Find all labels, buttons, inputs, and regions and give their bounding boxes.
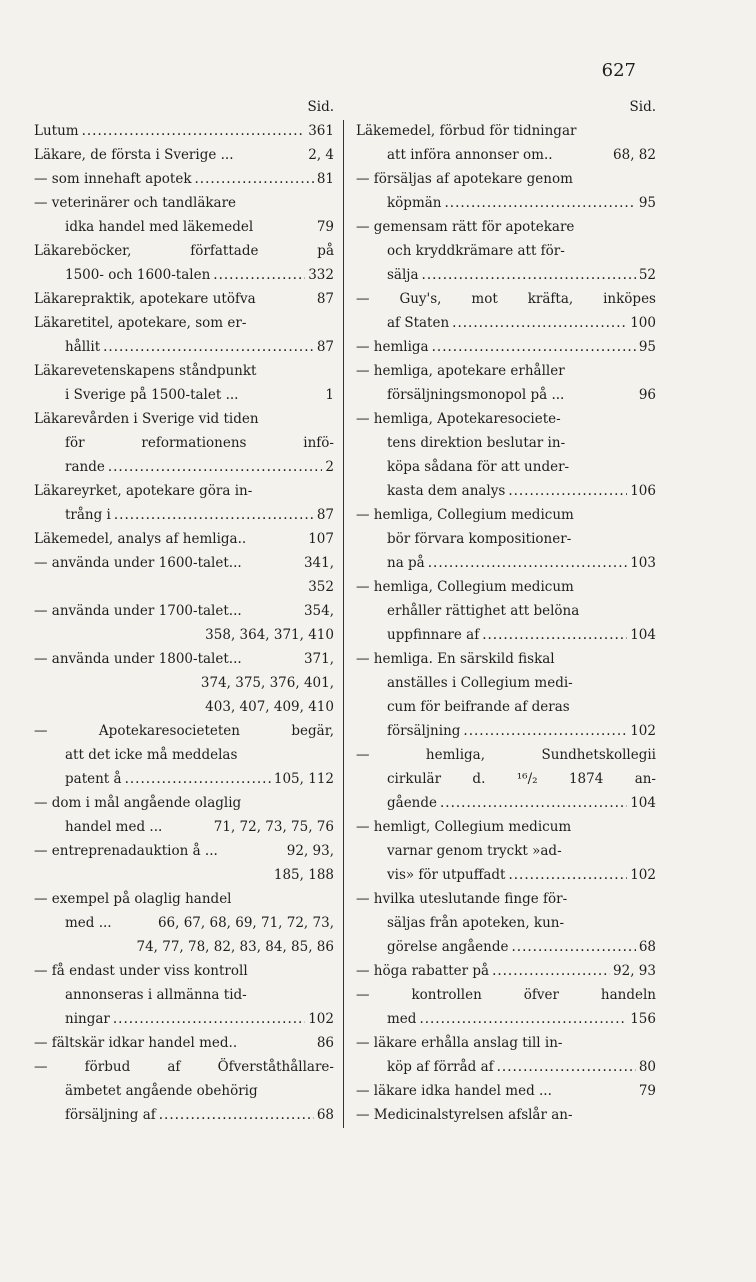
entry-text: hållit: [65, 339, 101, 355]
page-reference: 104: [630, 627, 656, 643]
entry-text: handel med ...: [65, 819, 163, 835]
index-entry: [34, 815, 334, 839]
page-reference: 81: [316, 171, 334, 187]
page-reference: 104: [630, 795, 656, 811]
index-text-line: ämbetet angående obehörig: [65, 1083, 258, 1099]
index-entry: [34, 383, 334, 407]
entry-text: gående: [387, 795, 438, 811]
entry-text: ningar: [65, 1011, 110, 1027]
page-reference: 332: [308, 267, 334, 283]
index-entry: [356, 479, 656, 503]
index-word: 1874: [568, 771, 604, 787]
entry-text: — använda under 1800-talet...: [34, 651, 242, 667]
index-word: öfver: [523, 987, 559, 1003]
entry-text: — höga rabatter på: [356, 963, 490, 979]
index-entry: [356, 335, 656, 359]
entry-text: görelse angående: [387, 939, 509, 955]
index-word: begär,: [291, 723, 334, 739]
index-word: Sundhetskollegii: [541, 747, 656, 763]
index-text-line: köpa sådana för att under-: [387, 459, 570, 475]
dot-leader: [445, 191, 636, 215]
index-text-line: — hemliga, Collegium medicum: [356, 507, 574, 523]
page-reference: 102: [630, 867, 656, 883]
index-entry: [356, 191, 656, 215]
index-word: ¹⁶/₂: [516, 771, 538, 787]
index-text-line: [356, 743, 656, 767]
index-word: kontrollen: [411, 987, 482, 1003]
page-reference: 87: [316, 507, 334, 523]
index-entry: [356, 311, 656, 335]
index-text-line: varnar genom tryckt »ad-: [387, 843, 562, 859]
index-word: mot: [471, 291, 498, 307]
index-entry: [34, 911, 334, 935]
index-entry: [34, 551, 334, 575]
index-text-line: tens direktion beslutar in-: [387, 435, 566, 451]
index-text-line: [34, 431, 334, 455]
index-text-line: — exempel på olaglig handel: [34, 891, 232, 907]
page-reference: 95: [638, 339, 656, 355]
index-word: inköpes: [603, 291, 656, 307]
page-continuation: 358, 364, 371, 410: [205, 627, 334, 643]
entry-text: köpmän: [387, 195, 442, 211]
entry-text: — läkare idka handel med ...: [356, 1083, 552, 1099]
page-reference: 102: [630, 723, 656, 739]
entry-text: med: [387, 1011, 417, 1027]
index-word: hemliga,: [425, 747, 486, 763]
index-entry: [34, 215, 334, 239]
page-reference: 52: [638, 267, 656, 283]
index-entry: [356, 143, 656, 167]
index-word: cirkulär: [387, 771, 442, 787]
index-text-line: Läkareyrket, apotekare göra in-: [34, 483, 253, 499]
dot-leader: [213, 263, 305, 287]
entry-text: — använda under 1700-talet...: [34, 603, 242, 619]
entry-text: na på: [387, 555, 425, 571]
index-word: d.: [472, 771, 486, 787]
index-text-line: — gemensam rätt för apotekare: [356, 219, 575, 235]
dot-leader: [432, 335, 636, 359]
index-word: an-: [634, 771, 656, 787]
index-entry: [34, 1031, 334, 1055]
dot-leader: [440, 791, 627, 815]
page-reference: 361: [308, 123, 334, 139]
index-entry: [34, 599, 334, 623]
index-entry: [356, 1055, 656, 1079]
page-reference: 354,: [303, 603, 334, 619]
left-column-heading: Sid.: [307, 99, 334, 115]
dot-leader: [422, 263, 636, 287]
index-entry: [34, 1103, 334, 1127]
index-entry: [34, 503, 334, 527]
dot-leader: [82, 119, 306, 143]
page-reference: 92, 93,: [286, 843, 334, 859]
dot-leader: [108, 455, 323, 479]
left-index-lines: [34, 119, 334, 1127]
index-text-line: — hemliga, Apotekaresociete-: [356, 411, 561, 427]
entry-text: uppfinnare af: [387, 627, 480, 643]
index-text-line: Läkarevetenskapens ståndpunkt: [34, 363, 257, 379]
dot-leader: [159, 1103, 314, 1127]
right-index-lines: [356, 119, 656, 1127]
page-continuation: 403, 407, 409, 410: [205, 699, 334, 715]
page-reference: 341,: [303, 555, 334, 571]
index-text-line: anställes i Collegium medi-: [387, 675, 573, 691]
page-reference: 103: [630, 555, 656, 571]
index-text-line: [34, 1055, 334, 1079]
page-reference: 68: [316, 1107, 334, 1123]
entry-text: af Staten: [387, 315, 450, 331]
page-reference: 87: [316, 339, 334, 355]
index-text-line: bör förvara kompositioner-: [387, 531, 572, 547]
index-word: författade: [190, 243, 259, 259]
page-reference: 68: [638, 939, 656, 955]
entry-text: Läkemedel, analys af hemliga..: [34, 531, 247, 547]
index-entry: [356, 863, 656, 887]
page-reference: 2, 4: [308, 147, 334, 163]
dot-leader: [512, 935, 636, 959]
index-word: på: [317, 243, 334, 259]
page-reference: 92, 93: [613, 963, 656, 979]
page-reference: 102: [308, 1011, 334, 1027]
page-reference: 106: [630, 483, 656, 499]
page-continuation: 185, 188: [273, 867, 334, 883]
index-text-line: — hemliga. En särskild fiskal: [356, 651, 555, 667]
index-text-line: erhåller rättighet att belöna: [387, 603, 580, 619]
page-reference: 107: [308, 531, 334, 547]
index-text-line: — hemliga, apotekare erhåller: [356, 363, 565, 379]
page-reference: 66, 67, 68, 69, 71, 72, 73,: [157, 915, 334, 931]
index-entry: [34, 167, 334, 191]
index-entry: [356, 263, 656, 287]
dot-leader: [113, 1007, 305, 1031]
entry-text: Läkare, de första i Sverige ...: [34, 147, 234, 163]
index-text-line: [356, 983, 656, 1007]
index-entry: [34, 263, 334, 287]
page-reference: 79: [638, 1083, 656, 1099]
page-continuation: 74, 77, 78, 82, 83, 84, 85, 86: [136, 939, 334, 955]
index-word: —: [356, 291, 370, 307]
dot-leader: [103, 335, 314, 359]
index-entry: [356, 623, 656, 647]
dot-leader: [195, 167, 314, 191]
index-entry: [34, 287, 334, 311]
dot-leader: [508, 863, 627, 887]
page-reference: 79: [316, 219, 334, 235]
index-text-line: — försäljas af apotekare genom: [356, 171, 573, 187]
index-text-line: och kryddkrämare att för-: [387, 243, 565, 259]
entry-text: kasta dem analys: [387, 483, 506, 499]
index-text-line: [34, 719, 334, 743]
entry-text: trång i: [65, 507, 111, 523]
dot-leader: [508, 479, 627, 503]
index-text-line: att det icke må meddelas: [65, 747, 238, 763]
index-word: —: [356, 987, 370, 1003]
entry-text: — använda under 1600-talet...: [34, 555, 242, 571]
index-entry: [356, 959, 656, 983]
index-text-line: — hemligt, Collegium medicum: [356, 819, 572, 835]
entry-text: försäljning af: [65, 1107, 156, 1123]
entry-text: 1500- och 1600-talen: [65, 267, 211, 283]
index-word: Guy's,: [399, 291, 442, 307]
index-text-line: cum för beifrande af deras: [387, 699, 570, 715]
dot-leader: [452, 311, 627, 335]
entry-text: — entreprenadauktion å ...: [34, 843, 218, 859]
index-word: —: [34, 1059, 48, 1075]
entry-text: — hemliga: [356, 339, 429, 355]
entry-text: idka handel med läkemedel: [65, 219, 254, 235]
page-number: 627: [601, 60, 636, 81]
entry-text: sälja: [387, 267, 419, 283]
page-reference: 80: [638, 1059, 656, 1075]
page-reference: 156: [630, 1011, 656, 1027]
index-text-line: — läkare erhålla anslag till in-: [356, 1035, 563, 1051]
index-text-line: [34, 239, 334, 263]
dot-leader: [492, 959, 610, 983]
index-text-line: [356, 287, 656, 311]
entry-text: med ...: [65, 915, 112, 931]
dot-leader: [497, 1055, 636, 1079]
page-continuation: 352: [308, 579, 334, 595]
index-entry: [356, 935, 656, 959]
index-word: reformationens: [141, 435, 247, 451]
entry-text: — fältskär idkar handel med..: [34, 1035, 238, 1051]
page-reference: 68, 82: [613, 147, 656, 163]
index-word: af: [167, 1059, 181, 1075]
index-text-line: — Medicinalstyrelsen afslår an-: [356, 1107, 573, 1123]
index-word: för: [65, 435, 85, 451]
index-entry: [34, 143, 334, 167]
page-reference: 371,: [303, 651, 334, 667]
index-entry: [356, 383, 656, 407]
page-reference: 2: [325, 459, 334, 475]
index-entry: [34, 527, 334, 551]
dot-leader: [482, 623, 627, 647]
page-reference: 87: [316, 291, 334, 307]
index-text-line: — dom i mål angående olaglig: [34, 795, 242, 811]
dot-leader: [419, 1007, 627, 1031]
index-entry: [34, 647, 334, 671]
index-entry: [356, 1007, 656, 1031]
index-text-line: säljas från apoteken, kun-: [387, 915, 565, 931]
index-word: Läkareböcker,: [34, 243, 132, 259]
page-continuation: 374, 375, 376, 401,: [200, 675, 334, 691]
index-text-line: — hemliga, Collegium medicum: [356, 579, 574, 595]
index-entry: [34, 335, 334, 359]
entry-text: köp af förråd af: [387, 1059, 494, 1075]
dot-leader: [125, 767, 271, 791]
index-entry: [34, 455, 334, 479]
index-word: Apotekaresocieteten: [98, 723, 240, 739]
left-column: [34, 95, 334, 1127]
dot-leader: [114, 503, 314, 527]
right-column-heading: Sid.: [629, 99, 656, 115]
index-text-line: annonseras i allmänna tid-: [65, 987, 247, 1003]
entry-text: försäljningsmonopol på ...: [387, 387, 565, 403]
page-reference: 100: [630, 315, 656, 331]
entry-text: att införa annonser om..: [387, 147, 553, 163]
index-text-line: [356, 767, 656, 791]
dot-leader: [463, 719, 627, 743]
index-text-line: Läkemedel, förbud för tidningar: [356, 123, 577, 139]
page-reference: 86: [316, 1035, 334, 1051]
page-reference: 1: [325, 387, 334, 403]
dot-leader: [428, 551, 627, 575]
entry-text: i Sverige på 1500-talet ...: [65, 387, 239, 403]
index-word: kräfta,: [527, 291, 574, 307]
column-divider: [343, 120, 344, 1128]
index-entry: [356, 1079, 656, 1103]
entry-text: rande: [65, 459, 105, 475]
index-text-line: Läkarevården i Sverige vid tiden: [34, 411, 259, 427]
index-word: infö-: [303, 435, 334, 451]
index-word: —: [34, 723, 48, 739]
index-text-line: — hvilka uteslutande finge för-: [356, 891, 568, 907]
entry-text: — som innehaft apotek: [34, 171, 192, 187]
page-reference: 95: [638, 195, 656, 211]
index-word: —: [356, 747, 370, 763]
index-entry: [34, 1007, 334, 1031]
index-entry: [356, 791, 656, 815]
entry-text: vis» för utpuffadt: [387, 867, 506, 883]
index-word: förbud: [84, 1059, 131, 1075]
entry-text: försäljning: [387, 723, 461, 739]
entry-text: patent å: [65, 771, 122, 787]
right-column: [356, 95, 656, 1127]
index-entry: [356, 551, 656, 575]
index-entry: [356, 719, 656, 743]
index-entry: [34, 119, 334, 143]
index-entry: [34, 767, 334, 791]
entry-text: Läkarepraktik, apotekare utöfva: [34, 291, 256, 307]
index-text-line: — få endast under viss kontroll: [34, 963, 248, 979]
entry-text: Lutum: [34, 123, 79, 139]
index-text-line: — veterinärer och tandläkare: [34, 195, 237, 211]
page-reference: 96: [638, 387, 656, 403]
index-word: Öfverståthållare-: [217, 1059, 334, 1075]
index-text-line: Läkaretitel, apotekare, som er-: [34, 315, 247, 331]
page-reference: 105, 112: [273, 771, 334, 787]
index-entry: [34, 839, 334, 863]
page-reference: 71, 72, 73, 75, 76: [213, 819, 334, 835]
index-word: handeln: [600, 987, 656, 1003]
